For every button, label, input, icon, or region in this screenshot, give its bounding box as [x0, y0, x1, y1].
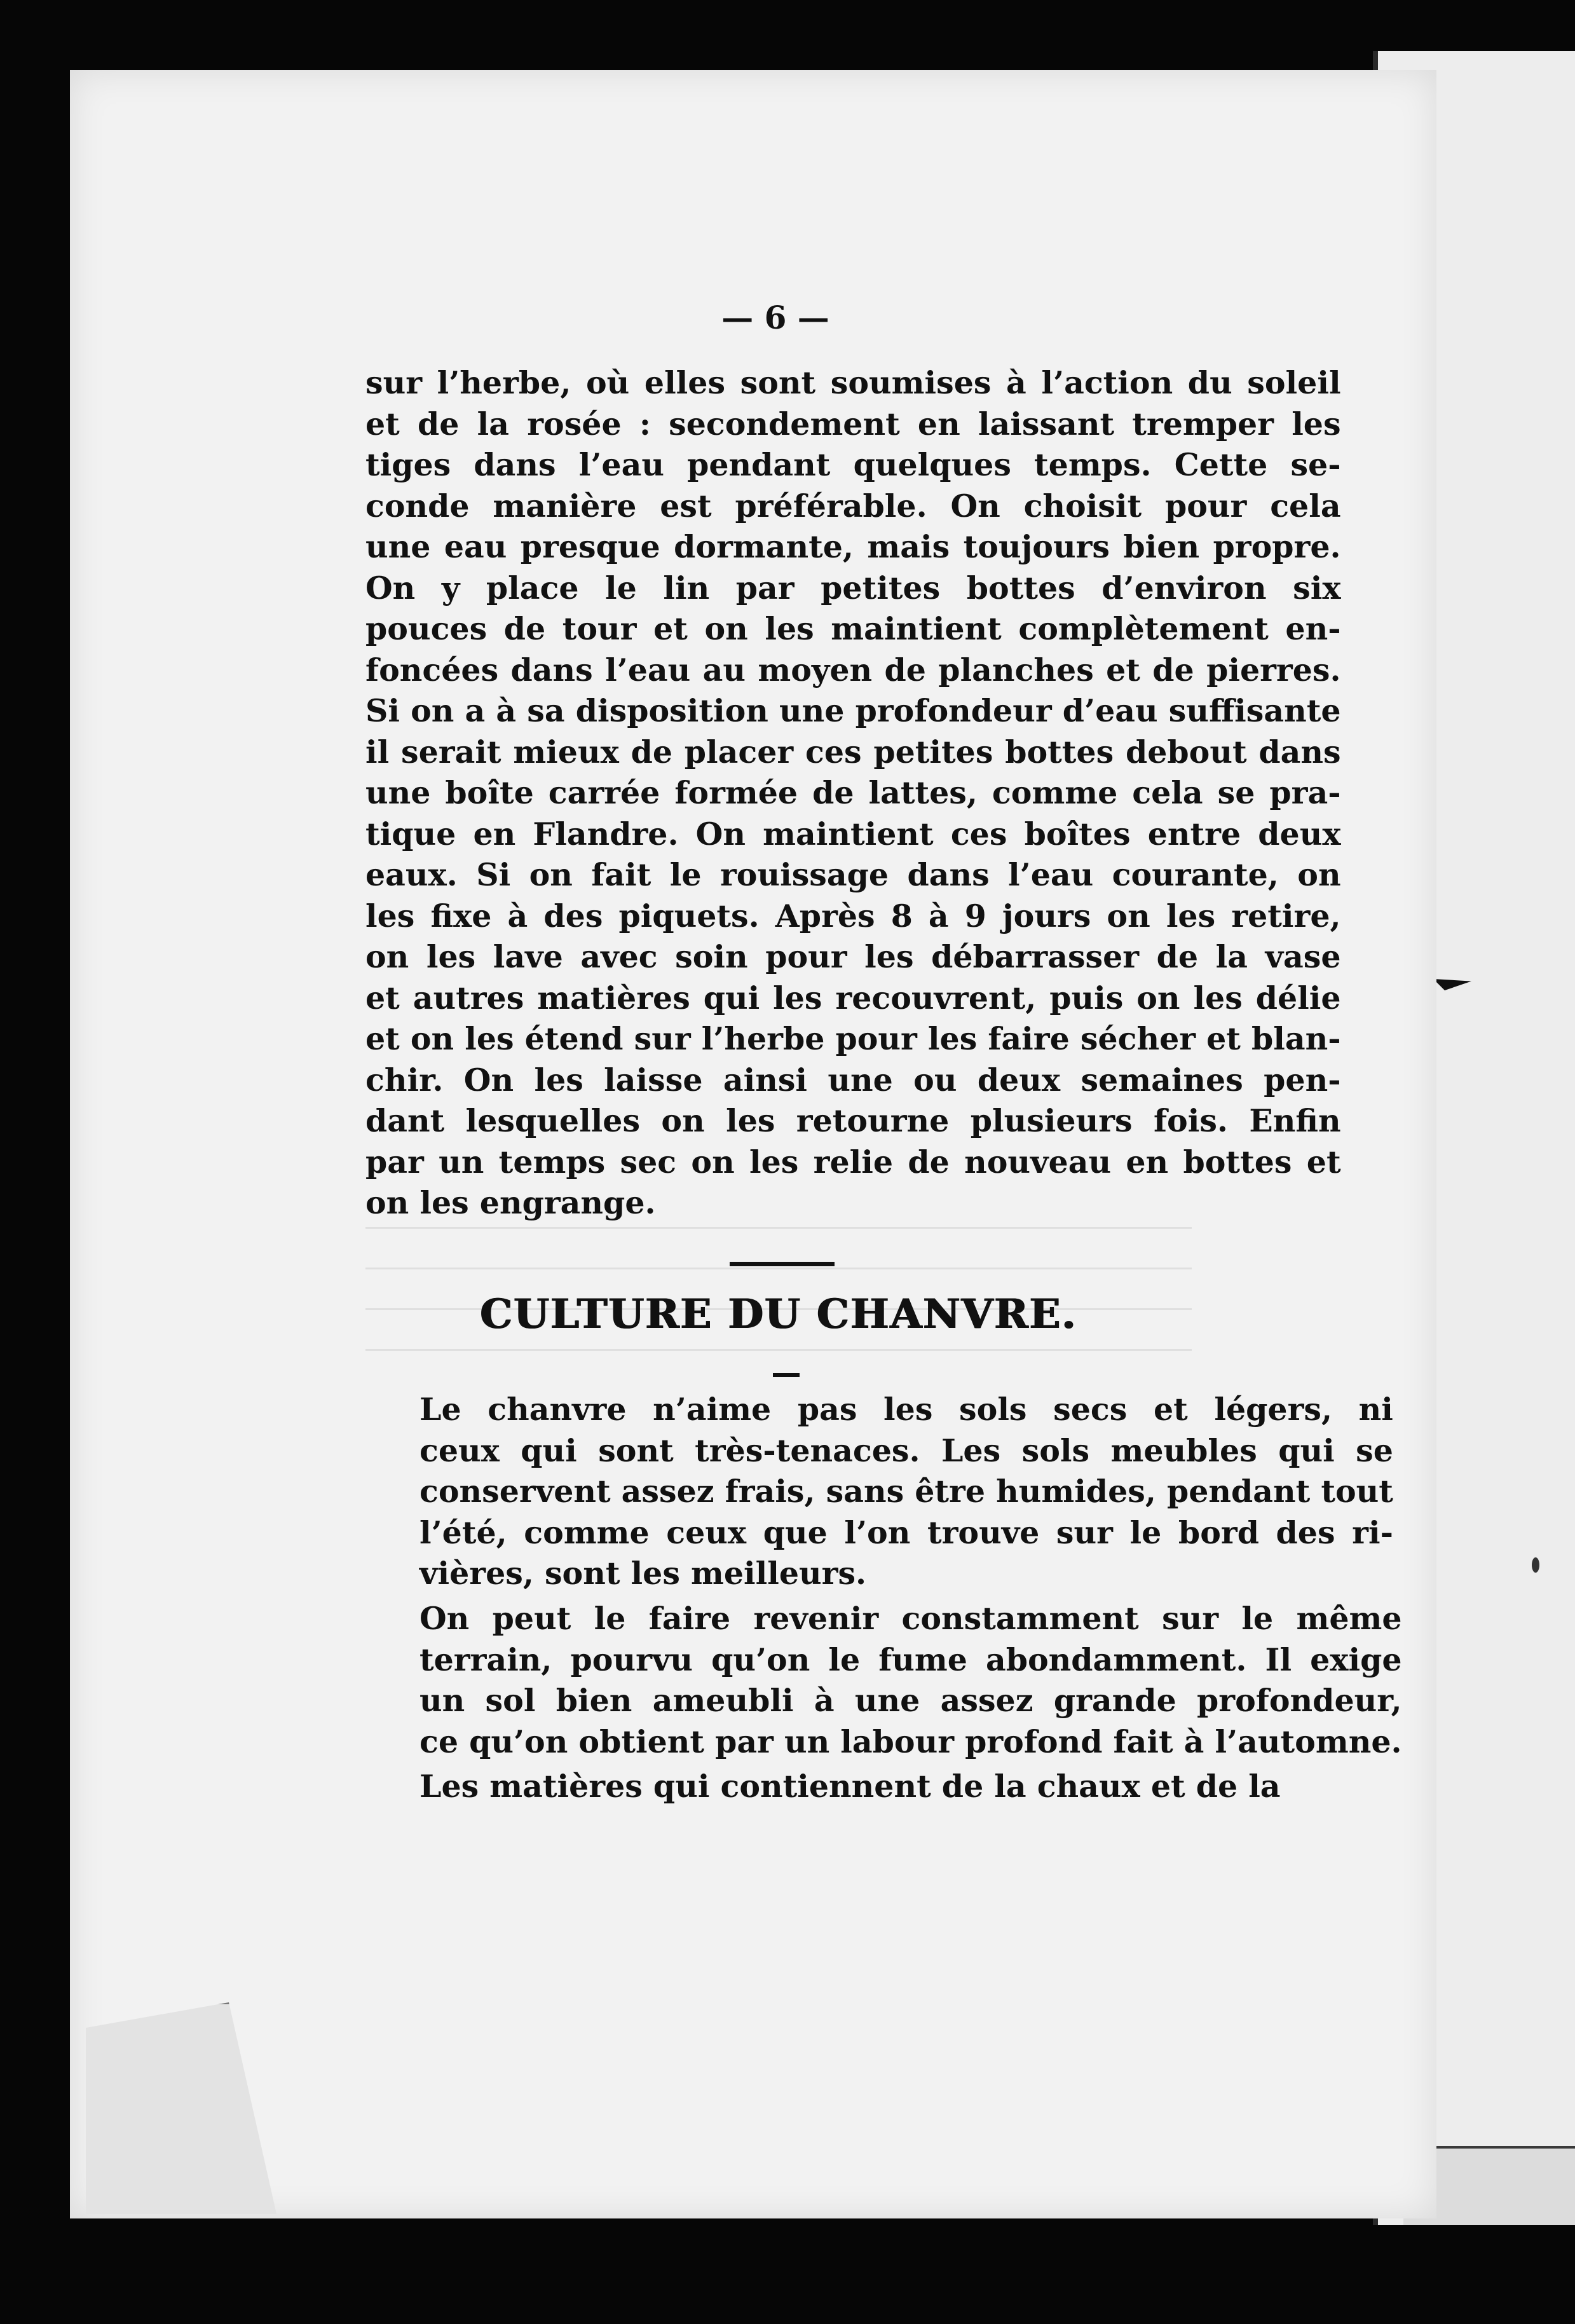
text-line: foncées dans l’eau au moyen de planches et de pierres.: [365, 651, 1341, 688]
text-line: conde manière est préférable. On choisit pour cela: [365, 487, 1341, 524]
paragraph-materials: [365, 1766, 1281, 1807]
section-rule: [730, 1262, 835, 1266]
text-line: un sol bien ameubli à une assez grande profondeur,: [419, 1682, 1402, 1719]
text-line: chir. On les laisse ainsi une ou deux semaines pen-: [365, 1061, 1341, 1098]
text-line: On peut le faire revenir constamment sur le même: [419, 1600, 1402, 1637]
text-line: ceux qui sont très-tenaces. Les sols meubles qui se: [419, 1432, 1393, 1469]
text-line: eaux. Si on fait le rouissage dans l’eau courante, on: [365, 856, 1341, 893]
text-line: il serait mieux de placer ces petites bottes debout dans: [365, 733, 1341, 770]
text-line: une eau presque dormante, mais toujours bien propre.: [365, 528, 1341, 565]
text-line: ce qu’on obtient par un labour profond fait à l’automne.: [419, 1723, 1402, 1760]
paragraph-terrain: [365, 1598, 1402, 1762]
text-line: on les engrange.: [365, 1184, 656, 1221]
text-line: Les matières qui contiennent de la chaux et de la: [419, 1768, 1281, 1805]
page-number: — 6 —: [721, 299, 829, 336]
text-line: pouces de tour et on les maintient complètement en-: [365, 610, 1341, 647]
text-line: une boîte carrée formée de lattes, comme cela se pra-: [365, 774, 1341, 811]
text-line: les fixe à des piquets. Après 8 à 9 jours on les retire,: [365, 897, 1341, 934]
text-line: Le chanvre n’aime pas les sols secs et légers, ni: [419, 1391, 1393, 1428]
section-heading: CULTURE DU CHANVRE.: [480, 1290, 1077, 1338]
heading-dash: [773, 1373, 800, 1377]
text-line: terrain, pourvu qu’on le fume abondamment. Il exige: [419, 1641, 1402, 1678]
text-line: conservent assez frais, sans être humides, pendant tout: [419, 1473, 1393, 1510]
paragraph-retting: [365, 362, 1341, 1224]
text-line: et on les étend sur l’herbe pour les faire sécher et blan-: [365, 1020, 1341, 1057]
text-line: Si on a à sa disposition une profondeur d’eau suffisante: [365, 692, 1341, 729]
text-line: tiges dans l’eau pendant quelques temps. Cette se-: [365, 446, 1341, 483]
text-line: l’été, comme ceux que l’on trouve sur le bord des ri-: [419, 1514, 1393, 1551]
ink-spot: [1532, 1557, 1539, 1573]
text-line: sur l’herbe, où elles sont soumises à l’action du soleil: [365, 364, 1341, 401]
text-line: dant lesquelles on les retourne plusieurs fois. Enfin: [365, 1102, 1341, 1139]
text-line: vières, sont les meilleurs.: [419, 1555, 867, 1592]
text-line: on les lave avec soin pour les débarrasser de la vase: [365, 938, 1341, 975]
text-line: et de la rosée : secondement en laissant tremper les: [365, 405, 1341, 442]
text-line: par un temps sec on les relie de nouveau en bottes et: [365, 1143, 1341, 1180]
text-line: On y place le lin par petites bottes d’environ six: [365, 569, 1341, 606]
text-line: tique en Flandre. On maintient ces boîtes entre deux: [365, 815, 1341, 852]
text-line: et autres matières qui les recouvrent, puis on les délie: [365, 979, 1341, 1016]
paragraph-soils: [365, 1389, 1393, 1594]
